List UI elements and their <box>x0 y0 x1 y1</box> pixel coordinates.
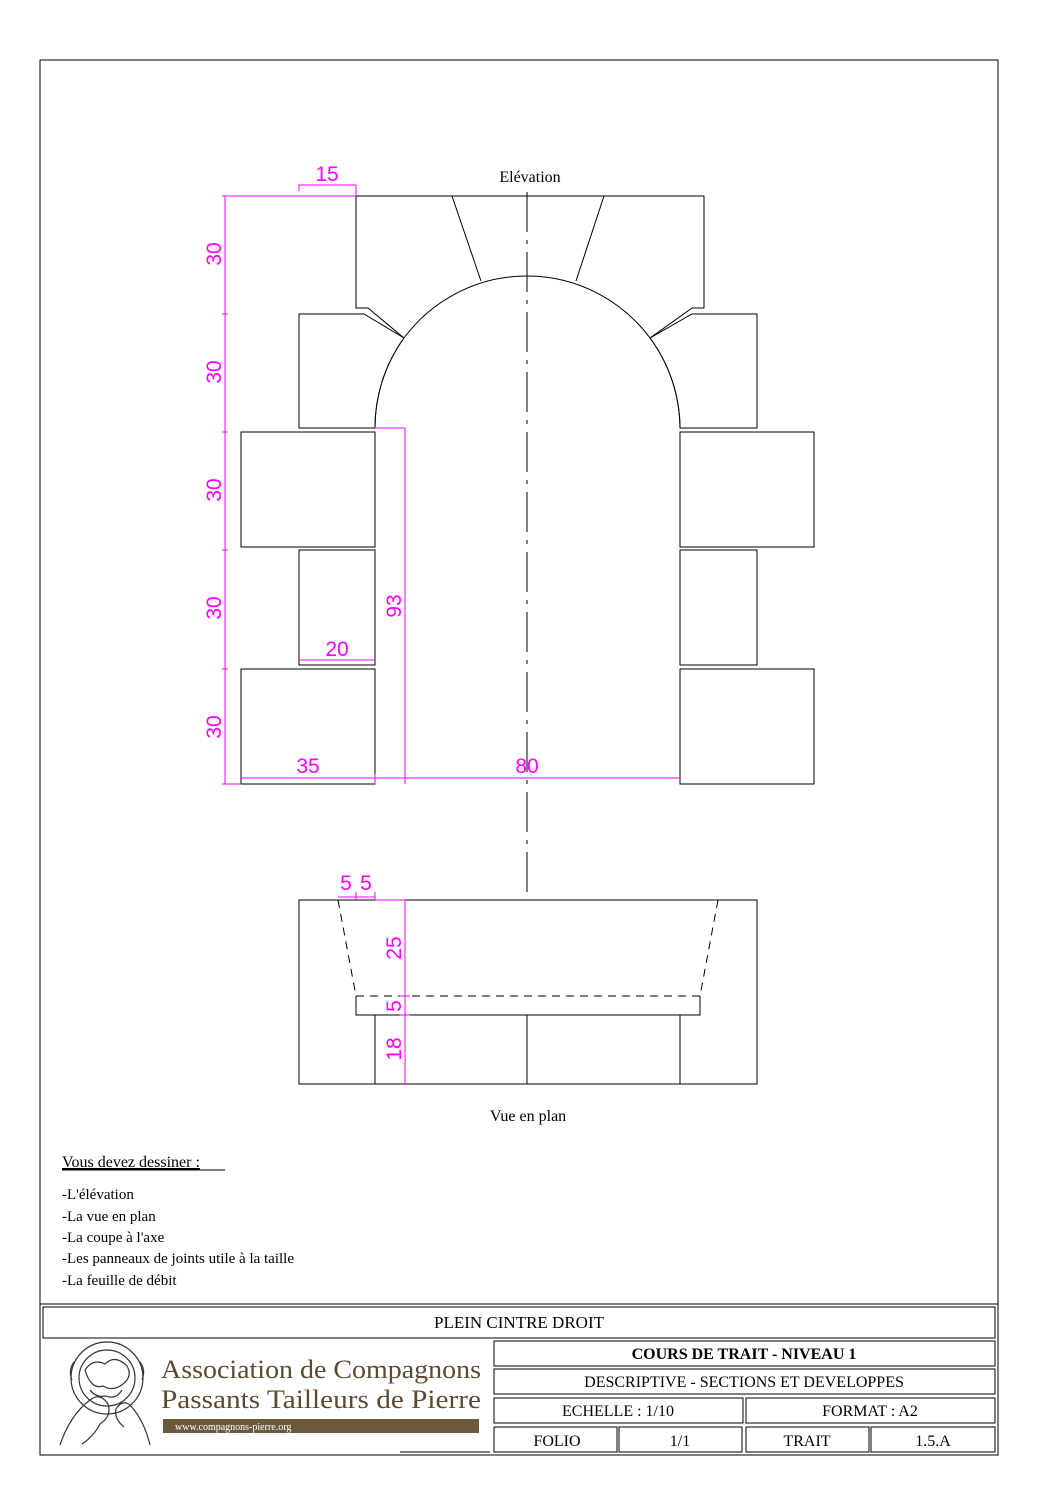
right-jamb-stone-short <box>680 550 757 665</box>
elevation-dimensions <box>203 163 680 784</box>
dim-course-4: 30 <box>203 596 226 620</box>
dim-course-3: 30 <box>203 478 226 502</box>
dim-long-stone: 35 <box>296 755 320 778</box>
subject: DESCRIPTIVE - SECTIONS ET DEVELOPPES <box>584 1374 904 1391</box>
instruction-item: -L'élévation <box>62 1187 134 1203</box>
scale: ECHELLE : 1/10 <box>562 1403 674 1420</box>
instructions <box>62 1154 294 1289</box>
instruction-item: -La coupe à l'axe <box>62 1230 165 1246</box>
association-logo <box>60 1342 490 1452</box>
dim-plan-bottom: 18 <box>383 1037 406 1061</box>
right-jamb-stone-long <box>680 669 814 784</box>
keystone-block <box>356 196 704 338</box>
drawing-title: PLEIN CINTRE DROIT <box>434 1313 604 1332</box>
dim-plan-depth: 25 <box>383 936 406 960</box>
folio-label: FOLIO <box>533 1433 581 1450</box>
splay-hidden-left <box>338 900 356 996</box>
left-jamb-stone-long <box>241 432 375 547</box>
dim-course-5: 30 <box>203 715 226 739</box>
arch-right <box>650 338 680 428</box>
dim-course-1: 30 <box>203 242 226 266</box>
folio-value: 1/1 <box>669 1433 691 1450</box>
dim-splay-b: 5 <box>360 872 372 895</box>
dim-top-step: 15 <box>315 163 339 186</box>
dim-opening-height: 93 <box>383 594 406 618</box>
course-level: COURS DE TRAIT - NIVEAU 1 <box>631 1346 857 1363</box>
plan-outline <box>299 900 757 1084</box>
dim-short-stone: 20 <box>325 638 349 661</box>
trait-label: TRAIT <box>783 1433 831 1450</box>
compagnon-emblem-icon <box>60 1342 150 1445</box>
trait-value: 1.5.A <box>915 1433 951 1450</box>
plan-dimensions <box>338 872 410 1084</box>
voussoir-joint <box>576 196 604 281</box>
logo-line-1: Association de Compagnons <box>161 1355 481 1384</box>
logo-line-2: Passants Tailleurs de Pierre <box>161 1385 481 1414</box>
elevation-view <box>241 169 814 900</box>
rebate-outline <box>356 996 700 1015</box>
dim-plan-rebate: 5 <box>383 1000 406 1012</box>
logo-url: www.compagnons-pierre.org <box>175 1422 292 1433</box>
plan-title: Vue en plan <box>489 1108 567 1125</box>
left-voussoir-block <box>299 314 404 428</box>
right-voussoir-block <box>650 314 757 428</box>
instruction-item: -Les panneaux de joints utile à la taille <box>62 1251 295 1267</box>
dim-splay-a: 5 <box>340 872 352 895</box>
voussoir-joint <box>452 196 481 281</box>
format: FORMAT : A2 <box>822 1403 918 1420</box>
instruction-item: -La vue en plan <box>62 1209 156 1225</box>
dim-course-2: 30 <box>203 360 226 384</box>
right-jamb-stone-long <box>680 432 814 547</box>
splay-hidden-right <box>700 900 718 996</box>
instructions-heading: Vous devez dessiner : <box>62 1154 200 1171</box>
dim-opening-width: 80 <box>515 755 539 778</box>
arch-left <box>375 338 404 428</box>
plan-view <box>299 900 757 1125</box>
title-block <box>40 1304 998 1452</box>
elevation-title: Elévation <box>499 169 561 186</box>
instruction-item: -La feuille de débit <box>62 1273 177 1289</box>
